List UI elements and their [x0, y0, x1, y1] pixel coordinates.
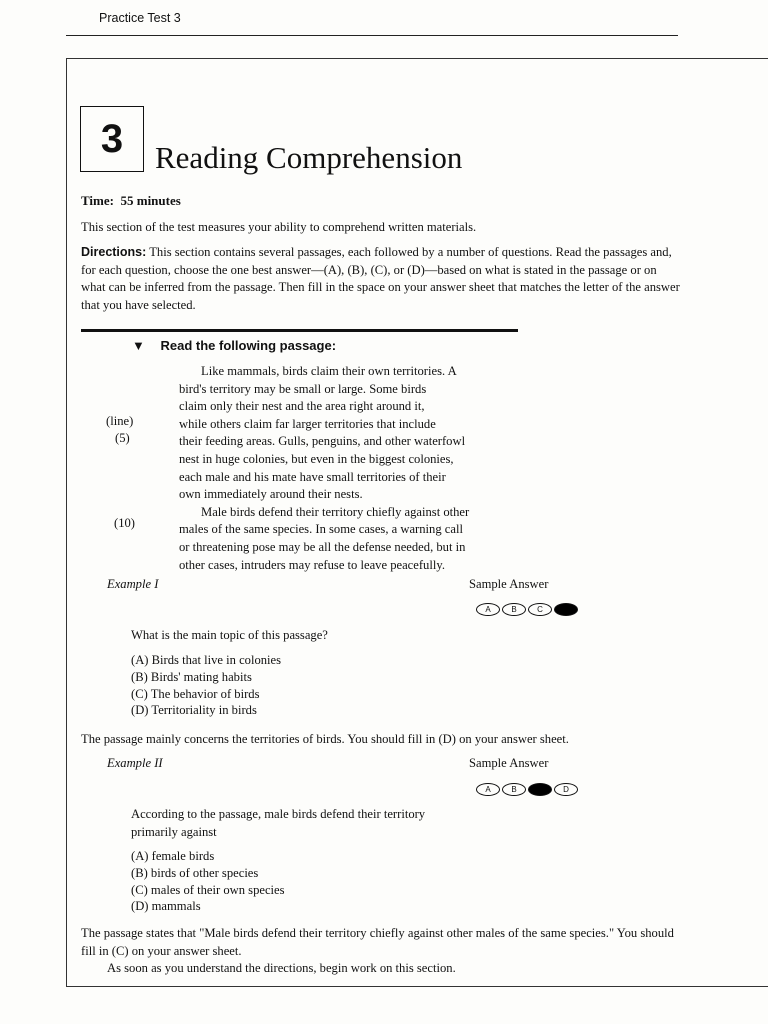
answer-option: (C) The behavior of birds — [131, 686, 260, 701]
answer-bubble-a: A — [476, 603, 500, 616]
passage-line: or threatening pose may be all the defense needed, but in — [179, 539, 466, 554]
header-rule — [66, 35, 678, 36]
section-intro: This section of the test measures your ability to comprehend written materials. — [81, 220, 477, 234]
example-question: According to the passage, male birds defend their territory primarily against — [131, 807, 426, 839]
running-head: Practice Test 3 — [99, 11, 181, 25]
passage-text — [179, 363, 549, 574]
passage-line: bird's territory may be small or large. Some birds — [179, 381, 427, 396]
answer-option: (D) Territoriality in birds — [131, 703, 257, 718]
answer-option: (A) female birds — [131, 849, 215, 863]
answer-options — [131, 848, 285, 915]
sample-answer-label: Sample Answer — [469, 577, 549, 591]
example-explanation-text: The passage states that "Male birds defend their territory chiefly against other males of the same species." You should fill in (C) on your answer sheet. — [81, 926, 674, 958]
passage-line: claim only their nest and the area right around it, — [179, 399, 425, 414]
answer-bubble-c-filled: C — [528, 783, 552, 796]
answer-bubble-c: C — [528, 603, 552, 616]
passage-line: own immediately around their nests. — [179, 487, 363, 502]
passage-line: each male and his mate have small territories of their — [179, 469, 446, 484]
answer-bubble-d: D — [554, 783, 578, 796]
answer-bubble-a: A — [476, 783, 500, 796]
answer-bubble-b: B — [502, 603, 526, 616]
passage-line: nest in huge colonies, but even in the biggest colonies, — [179, 451, 454, 466]
time-limit — [81, 193, 181, 209]
example-label: Example I — [107, 577, 159, 591]
passage-line: while others claim far larger territories that include — [179, 416, 436, 431]
directions — [81, 244, 681, 314]
passage-line: males of the same species. In some cases, a warning call — [179, 522, 463, 537]
answer-option: (B) birds of other species — [131, 865, 259, 880]
line-marker: (10) — [114, 516, 135, 530]
answer-bubbles — [476, 603, 578, 616]
answer-bubbles — [476, 783, 578, 796]
triangle-down-icon: ▼ — [132, 338, 145, 353]
directions-text: This section contains several passages, each followed by a number of questions. Read the passages and, for each question, choose the one best answer—(A), (B), (C), or (D)—based on what is stated in the passage or on what can be inferred from the passage. Then fill in the space on your answer sheet that matches the letter of the answer that you have selected. — [81, 245, 680, 312]
example-explanation: The passage mainly concerns the territories of birds. You should fill in (D) on your answer sheet. — [81, 732, 569, 746]
passage-line: Like mammals, birds claim their own territories. A — [201, 364, 457, 378]
line-marker: (5) — [115, 431, 130, 445]
answer-options — [131, 652, 281, 719]
answer-option: (D) mammals — [131, 899, 201, 914]
section-divider — [81, 329, 518, 332]
section-number-box: 3 — [80, 106, 144, 172]
answer-option: (B) Birds' mating habits — [131, 669, 252, 684]
answer-bubble-d-filled: D — [554, 603, 578, 616]
answer-option: (A) Birds that live in colonies — [131, 653, 282, 667]
section-title: Reading Comprehension — [155, 140, 463, 175]
closing-instruction: As soon as you understand the directions, begin work on this section. — [107, 961, 456, 976]
passage-heading-text: Read the following passage: — [160, 338, 337, 353]
line-marker: (line) — [106, 414, 134, 428]
example-question: What is the main topic of this passage? — [131, 628, 328, 642]
passage-paragraph — [179, 363, 549, 504]
passage-line: other cases, intruders may refuse to leave peacefully. — [179, 557, 445, 572]
directions-label: Directions: — [81, 245, 147, 259]
example-label: Example II — [107, 756, 163, 770]
time-label: Time: — [81, 193, 114, 208]
answer-option: (C) males of their own species — [131, 882, 285, 897]
passage-heading — [132, 338, 336, 353]
example-explanation — [81, 925, 681, 978]
passage-line: Male birds defend their territory chiefly against other — [201, 504, 470, 519]
sample-answer-label: Sample Answer — [469, 756, 549, 770]
passage-paragraph — [179, 504, 549, 574]
answer-bubble-b: B — [502, 783, 526, 796]
passage-line: their feeding areas. Gulls, penguins, and other waterfowl — [179, 434, 466, 449]
time-value: 55 minutes — [120, 193, 181, 208]
